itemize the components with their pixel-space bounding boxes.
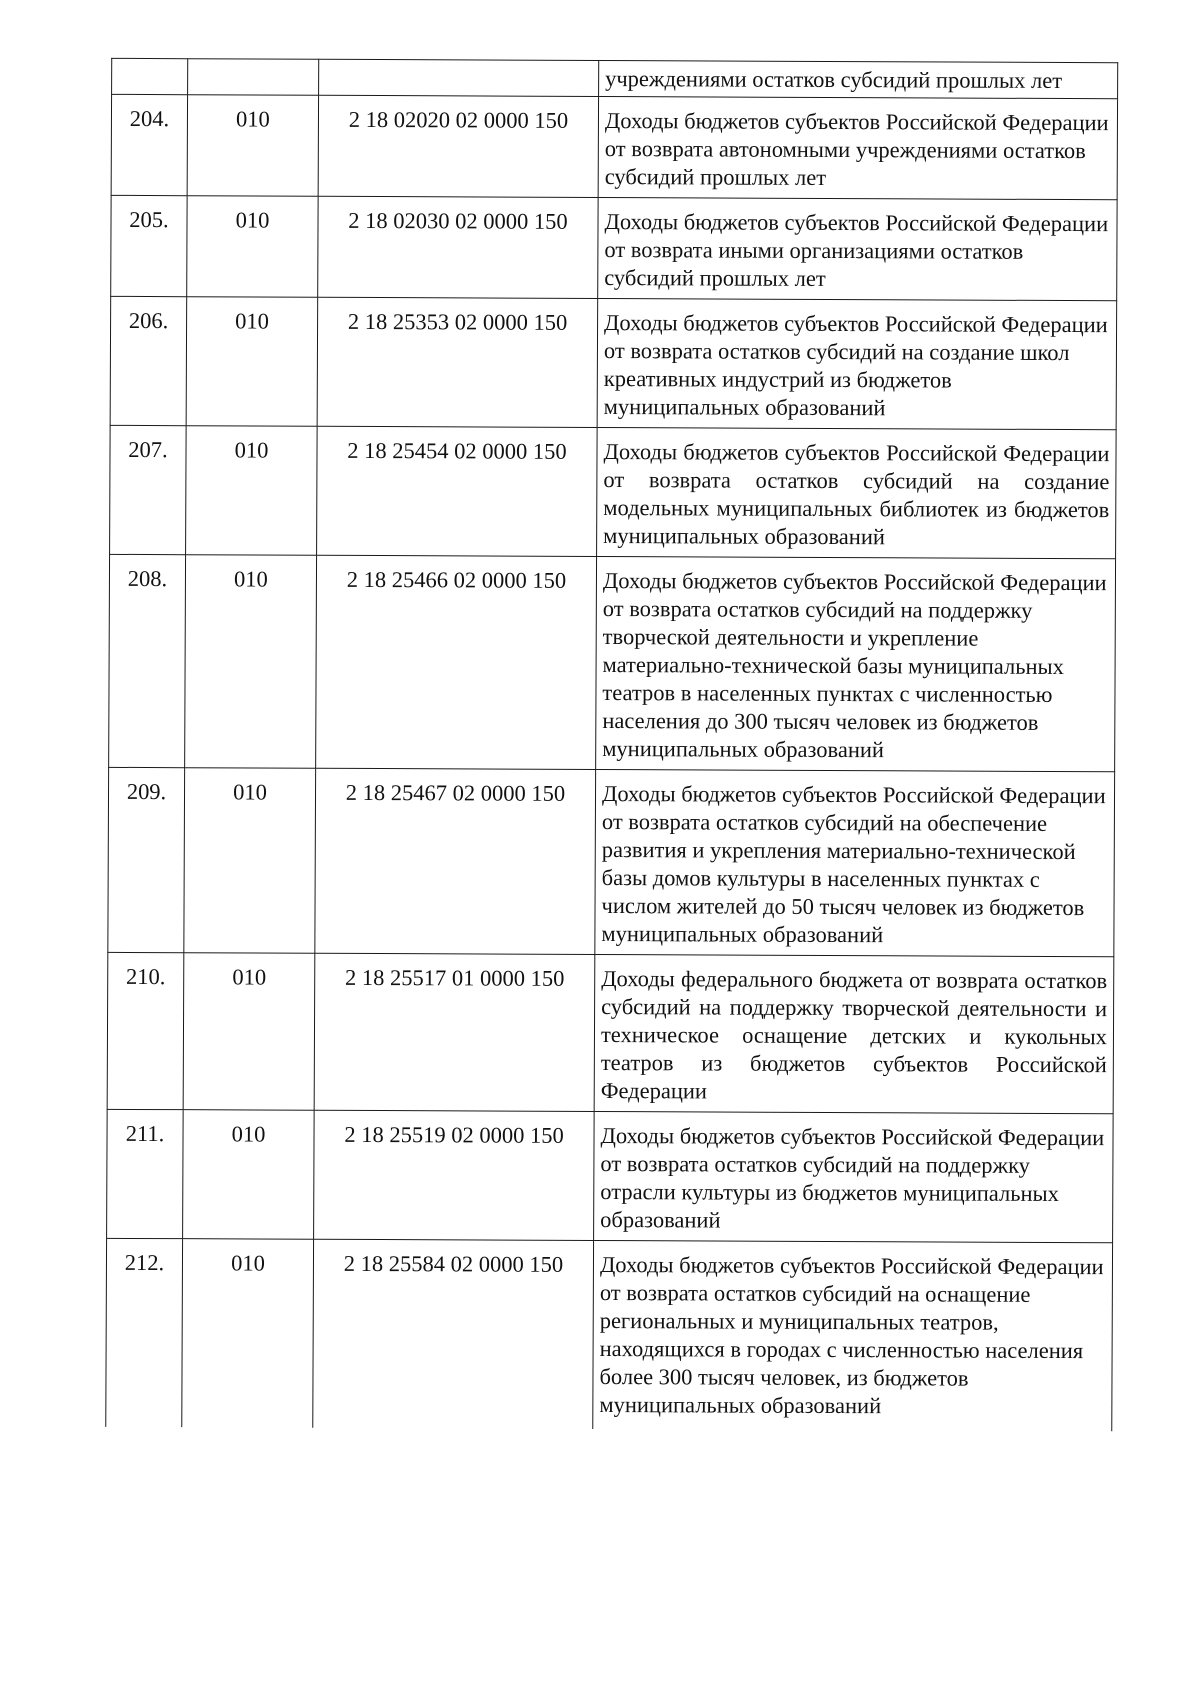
table-row	[110, 296, 1117, 429]
admin-code: 010	[186, 297, 318, 427]
table-row	[107, 1109, 1114, 1242]
row-number: 209.	[108, 767, 185, 952]
admin-cell	[188, 59, 319, 96]
revenue-description: Доходы бюджетов субъектов Российской Федерации от возврата иными организациями остатков субсидий прошлых лет	[598, 197, 1117, 300]
row-number: 206.	[110, 296, 187, 425]
table-row	[108, 767, 1115, 956]
row-number: 204.	[111, 94, 187, 195]
revenue-description: Доходы бюджетов субъектов Российской Федерации от возврата автономными учреждениями остатков субсидий прошлых лет	[598, 96, 1117, 199]
revenue-description: Доходы бюджетов субъектов Российской Федерации от возврата остатков субсидий на поддержку отрасли культуры из бюджетов муниципальных образований	[594, 1111, 1114, 1242]
admin-code: 010	[187, 196, 318, 298]
row-number: 205.	[111, 195, 187, 296]
revenue-description: Доходы федерального бюджета от возврата остатков субсидий на поддержку творческой деятельности и техническое оснащение детских и кукольных театров из бюджетов субъектов Российской Федерации	[594, 954, 1114, 1113]
revenue-description: Доходы бюджетов субъектов Российской Федерации от возврата остатков субсидий на создание модельных муниципальных библиотек из бюджетов муниципальных образований	[597, 427, 1117, 558]
budget-classification-code: 2 18 25353 02 0000 150	[317, 297, 598, 427]
revenue-description: Доходы бюджетов субъектов Российской Федерации от возврата остатков субсидий на обеспечение развития и укрепления материально-технической базы домов культуры в населенных пунктах с числом жителей до 50 тысяч человек из бюджетов муниципальных образований	[595, 769, 1115, 956]
table-row	[106, 1238, 1113, 1431]
row-number: 212.	[106, 1238, 183, 1427]
admin-code: 010	[187, 95, 318, 197]
table-row	[109, 554, 1116, 771]
budget-classification-code: 2 18 25454 02 0000 150	[317, 426, 598, 556]
desc-cell: учреждениями остатков субсидий прошлых лет	[599, 60, 1118, 98]
row-number: 207.	[110, 425, 187, 554]
budget-classification-code: 2 18 25467 02 0000 150	[315, 768, 596, 954]
admin-code: 010	[185, 555, 317, 769]
table-row	[107, 952, 1114, 1113]
num-cell	[112, 58, 188, 94]
row-number: 210.	[107, 952, 184, 1109]
admin-code: 010	[183, 953, 315, 1111]
row-number: 211.	[107, 1109, 184, 1238]
budget-classification-code: 2 18 25584 02 0000 150	[313, 1239, 594, 1429]
table-row-continuation	[112, 58, 1118, 98]
code-cell	[319, 59, 599, 96]
table-row	[110, 425, 1117, 558]
budget-classification-code: 2 18 02020 02 0000 150	[318, 95, 598, 197]
revenue-description: Доходы бюджетов субъектов Российской Федерации от возврата остатков субсидий на поддержку творческой деятельности и укрепление материально-технической базы муниципальных театров в населенных пунктах с численностью населения до 300 тысяч человек из бюджетов муниципальных образований	[596, 556, 1116, 771]
budget-classification-code: 2 18 02030 02 0000 150	[318, 196, 598, 298]
budget-classification-code: 2 18 25519 02 0000 150	[314, 1110, 595, 1240]
admin-code: 010	[184, 768, 316, 954]
admin-code: 010	[186, 426, 318, 556]
revenue-codes-table	[105, 58, 1118, 1431]
admin-code: 010	[183, 1110, 315, 1240]
table-row	[111, 195, 1117, 300]
budget-classification-code: 2 18 25517 01 0000 150	[314, 953, 595, 1111]
row-number: 208.	[109, 554, 186, 767]
budget-classification-code: 2 18 25466 02 0000 150	[316, 555, 597, 769]
admin-code: 010	[182, 1239, 314, 1428]
revenue-description: Доходы бюджетов субъектов Российской Федерации от возврата остатков субсидий на оснащение региональных и муниципальных театров, находящихся в городах с численностью населения более 300 тысяч человек, из бюджетов муниципальных образований	[593, 1240, 1113, 1431]
table-row	[111, 94, 1117, 199]
revenue-description: Доходы бюджетов субъектов Российской Федерации от возврата остатков субсидий на создание школ креативных индустрий из бюджетов муниципальных образований	[597, 298, 1117, 429]
